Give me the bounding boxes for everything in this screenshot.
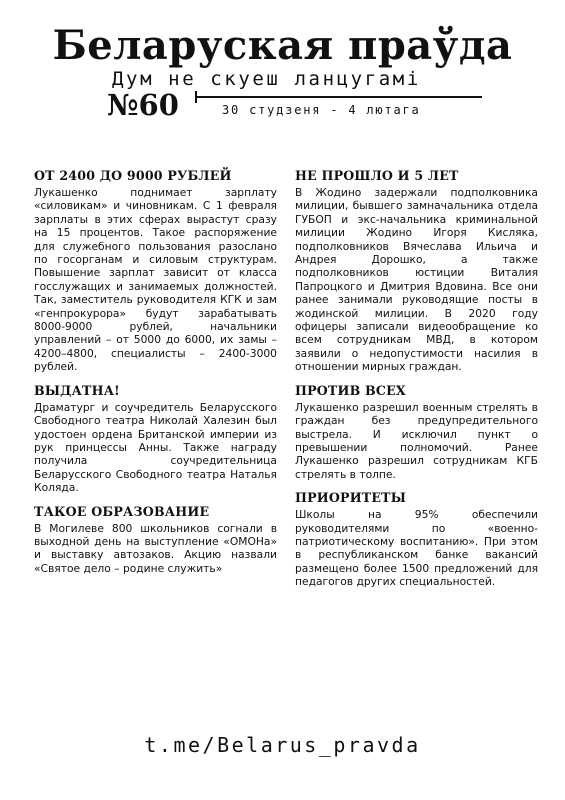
telegram-link[interactable]: t.me/Belarus_pravda <box>144 733 421 757</box>
article-priorities <box>295 490 538 588</box>
article-against-all <box>295 383 538 481</box>
article-heading: ОТ 2400 ДО 9000 РУБЛЕЙ <box>34 168 232 183</box>
article-heading: ПРОТИВ ВСЕХ <box>295 382 406 398</box>
issue-number: №60 <box>107 88 179 122</box>
article-award <box>34 383 277 495</box>
masthead <box>0 0 565 150</box>
newspaper-title: Беларуская праўда <box>52 22 513 69</box>
article-text: В Жодино задержали подполковника милиции, бывшего замначальника отдела ГУБОП и экс-начальника криминальной милиции Жодино Игоря Кисляка, подполковников Вячеслава Ильича и Андрея Дорошко, а также подполковников юстиции Виталия Папроцкого и Дмитрия Вдовина. Все они ранее занимали руководящие посты в жодинской милиции. В 2020 году офицеры записали видеообращение ко всем сотрудникам МВД, в котором заявили о недопустимости насилия в отношении мирных граждан. <box>295 186 538 374</box>
left-column <box>34 168 277 584</box>
article-text: Лукашенко поднимает зарплату «силовикам» и чиновникам. С 1 февраля зарплаты в этих сферах вырастут сразу на 15 процентов. Такое распоряжение для служебного пользования разослано по госорганам и силовым структурам. Повышение зарплат зависит от класса госслужащих и занимаемых должностей. Так, заместитель руководителя КГК и зам «генпрокурора» будут зарабатывать 8000-9000 рублей, начальники управлений – от 5000 до 6000, их замы – 4200–4800, специалисты – 2400-3000 рублей. <box>34 186 277 374</box>
masthead-rule <box>196 96 482 98</box>
article-heading: ТАКОЕ ОБРАЗОВАНИЕ <box>34 503 210 519</box>
newspaper-slogan: Дум не скуеш ланцугамі <box>112 68 421 90</box>
article-text: В Могилеве 800 школьников согнали в выходной день на выступление «ОМОНа» и выставку автозаков. Акцию назвали «Святое дело – родине служить» <box>34 521 277 575</box>
right-column <box>295 168 538 598</box>
article-heading: ВЫДАТНА! <box>34 382 120 398</box>
article-text: Лукашенко разрешил военным стрелять в граждан без предупредительного выстрела. И исключил пункт о превышении полномочий. Ранее Лукашенко разрешил сотрудникам КГБ стрелять в толпе. <box>295 400 538 481</box>
article-text: Драматург и соучредитель Беларусского Свободного театра Николай Халезин был удостоен ордена Британской империи из рук принцессы Анны. Также награду получила соучредительница Беларусского Свободного театра Наталья Коляда. <box>34 400 277 495</box>
article-text: Школы на 95% обеспечили руководителями по «военно-патриотическому воспитанию». При этом в республиканском банке вакансий размещено более 1500 предложений для педагогов других специальностей. <box>295 508 538 589</box>
issue-dates: 30 студзеня - 4 лютага <box>222 103 421 117</box>
article-heading: ПРИОРИТЕТЫ <box>295 490 407 506</box>
article-education <box>34 504 277 576</box>
article-zhodino <box>295 168 538 374</box>
article-salaries <box>34 168 277 374</box>
article-heading: НЕ ПРОШЛО И 5 ЛЕТ <box>295 168 459 183</box>
